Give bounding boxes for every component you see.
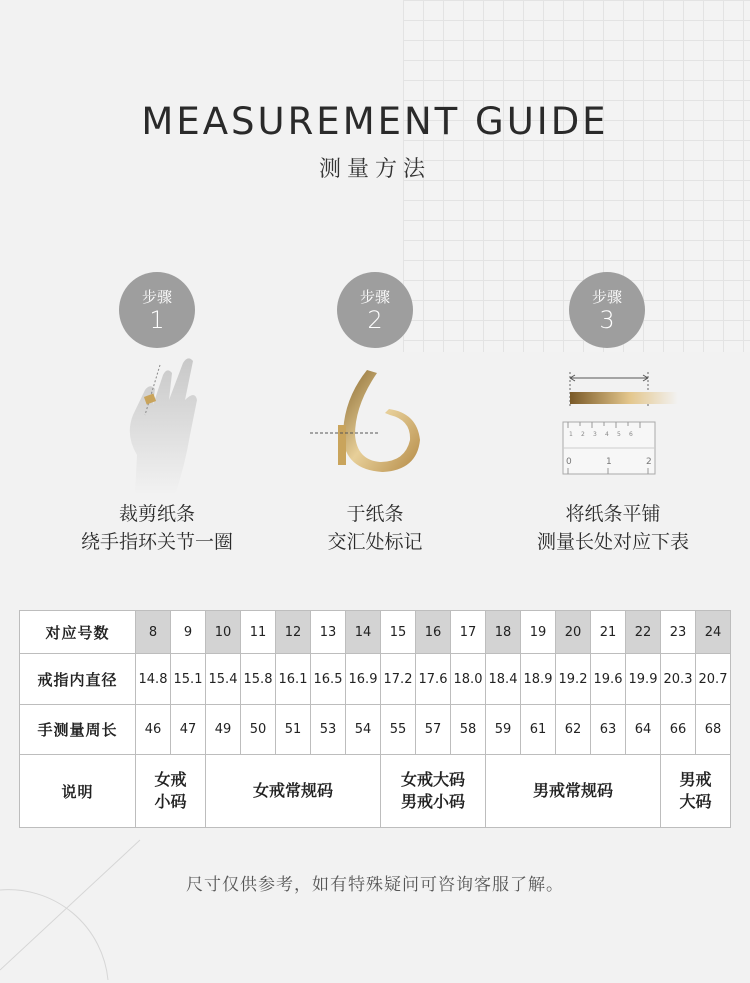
row-header-diameter: 戒指内直径 (20, 654, 136, 705)
size-cell: 11 (241, 611, 276, 654)
step-1-badge (119, 272, 195, 348)
size-cell: 9 (171, 611, 206, 654)
step-2-text (245, 500, 505, 556)
note-women-small: 女戒 小码 (136, 755, 206, 828)
step-2-label: 步骤 (359, 288, 390, 306)
step-2-badge (337, 272, 413, 348)
circumference-cell: 57 (416, 705, 451, 755)
ruler-tick: 2 (646, 457, 652, 467)
circumference-cell: 47 (171, 705, 206, 755)
diameter-cell: 16.9 (346, 654, 381, 705)
diameter-cell: 17.6 (416, 654, 451, 705)
step-1-label: 步骤 (141, 288, 172, 306)
step-2-line2: 交汇处标记 (327, 531, 423, 553)
circumference-cell: 50 (241, 705, 276, 755)
table-row-diameter (20, 654, 731, 705)
diameter-cell: 19.9 (626, 654, 661, 705)
circumference-cell: 58 (451, 705, 486, 755)
step-1-number: 1 (149, 306, 165, 334)
row-header-circumference: 手测量周长 (20, 705, 136, 755)
step-1 (47, 272, 267, 348)
step-1-line1: 裁剪纸条 (118, 503, 195, 525)
step-2-line1: 于纸条 (346, 503, 404, 525)
circumference-cell: 62 (556, 705, 591, 755)
size-cell: 21 (591, 611, 626, 654)
circumference-cell: 49 (206, 705, 241, 755)
diameter-cell: 19.6 (591, 654, 626, 705)
note-women-large-men-small: 女戒大码 男戒小码 (381, 755, 486, 828)
row-header-size: 对应号数 (20, 611, 136, 654)
diameter-cell: 15.1 (171, 654, 206, 705)
ruler-tick: 1 (569, 431, 573, 438)
size-cell: 20 (556, 611, 591, 654)
step-3-line1: 将纸条平铺 (565, 503, 661, 525)
size-cell: 24 (696, 611, 731, 654)
size-cell: 23 (661, 611, 696, 654)
step-3-label: 步骤 (591, 288, 622, 306)
size-cell: 19 (521, 611, 556, 654)
size-cell: 13 (311, 611, 346, 654)
circumference-cell: 54 (346, 705, 381, 755)
diameter-cell: 16.1 (276, 654, 311, 705)
row-header-note: 说明 (20, 755, 136, 828)
step-3 (497, 272, 717, 348)
diameter-cell: 20.3 (661, 654, 696, 705)
size-cell: 8 (136, 611, 171, 654)
note-women-regular: 女戒常规码 (206, 755, 381, 828)
ruler-tick: 0 (566, 457, 572, 467)
step-3-number: 3 (599, 306, 615, 334)
ruler-tick: 3 (593, 431, 597, 438)
step-3-text (483, 500, 743, 556)
table-row-size (20, 611, 731, 654)
step-2 (265, 272, 485, 348)
size-cell: 22 (626, 611, 661, 654)
circumference-cell: 66 (661, 705, 696, 755)
diameter-cell: 19.2 (556, 654, 591, 705)
diameter-cell: 15.4 (206, 654, 241, 705)
step-3-line2: 测量长处对应下表 (536, 531, 689, 553)
circumference-cell: 64 (626, 705, 661, 755)
hand-icon (105, 345, 215, 495)
ruler-tick: 6 (629, 431, 633, 438)
circumference-cell: 55 (381, 705, 416, 755)
size-cell: 17 (451, 611, 486, 654)
diameter-cell: 18.4 (486, 654, 521, 705)
decorative-lines (0, 830, 180, 983)
size-cell: 10 (206, 611, 241, 654)
size-cell: 12 (276, 611, 311, 654)
size-cell: 18 (486, 611, 521, 654)
table-row-circumference (20, 705, 731, 755)
ruler-tick: 5 (617, 431, 621, 438)
diameter-cell: 20.7 (696, 654, 731, 705)
ruler-tick: 4 (605, 431, 609, 438)
size-table (19, 610, 731, 828)
circumference-cell: 46 (136, 705, 171, 755)
diameter-cell: 15.8 (241, 654, 276, 705)
circumference-cell: 68 (696, 705, 731, 755)
circumference-cell: 51 (276, 705, 311, 755)
table-row-note (20, 755, 731, 828)
diameter-cell: 18.9 (521, 654, 556, 705)
diameter-cell: 18.0 (451, 654, 486, 705)
circumference-cell: 53 (311, 705, 346, 755)
circumference-cell: 59 (486, 705, 521, 755)
size-cell: 15 (381, 611, 416, 654)
footer-note: 尺寸仅供参考，如有特殊疑问可咨询客服了解。 (186, 875, 564, 895)
size-cell: 16 (416, 611, 451, 654)
page-title: MEASUREMENT GUIDE (141, 100, 609, 143)
ruler-tick: 2 (581, 431, 585, 438)
circumference-cell: 63 (591, 705, 626, 755)
circumference-cell: 61 (521, 705, 556, 755)
note-men-large: 男戒 大码 (661, 755, 731, 828)
note-men-regular: 男戒常规码 (486, 755, 661, 828)
diameter-cell: 16.5 (311, 654, 346, 705)
diameter-cell: 17.2 (381, 654, 416, 705)
diameter-cell: 14.8 (136, 654, 171, 705)
step-1-line2: 绕手指环关节一圈 (80, 531, 233, 553)
size-cell: 14 (346, 611, 381, 654)
step-3-badge (569, 272, 645, 348)
step-2-number: 2 (367, 306, 383, 334)
ruler-icon (560, 368, 680, 478)
header (0, 100, 750, 183)
ruler-tick: 1 (606, 457, 612, 467)
paper-strip-loop-icon (305, 365, 435, 475)
page-subtitle: 测量方法 (318, 157, 431, 182)
